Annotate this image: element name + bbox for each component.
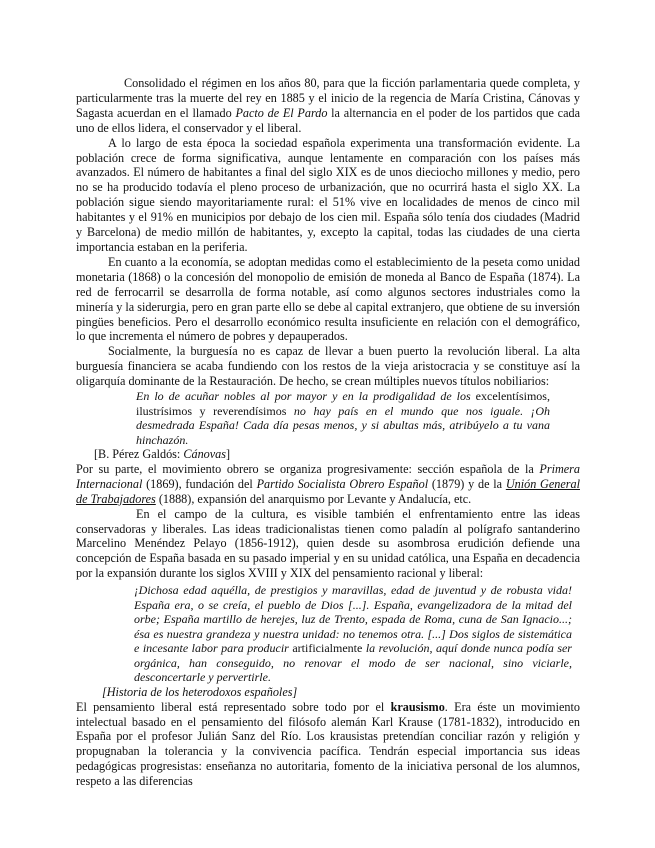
krausismo-term: krausismo xyxy=(390,699,445,714)
text: excelentísimos, ilustrísimos y reverendísimos xyxy=(136,389,550,418)
text: la revolución, aquí donde nunca podía ser orgánica, han conseguido, no renovar el modo de ser nacional, sino viciarle, desconcertarle y pervertirle. xyxy=(134,641,572,685)
text: ¡Dichosa edad aquélla, de prestigios y maravillas, edad de juventud y de robusta vida! España era, o se creía, el pueblo de Dios [...]. España, evangelizadora de la mitad del orbe; España martillo de herejes, luz de Trento, espada de Roma, cuna de San Ignacio...; ésa es nuestra grandeza y nuestra unidad: no tenemos otra. [...] Dos siglos de sistemática e incesante labor para producir xyxy=(134,583,572,656)
quote-menendez-pelayo xyxy=(134,583,572,685)
paragraph-movimiento-obrero xyxy=(76,462,580,507)
quote-galdos xyxy=(136,389,550,447)
paragraph-krausismo xyxy=(76,700,580,789)
text: Por su parte, el movimiento obrero se organiza progresivamente: sección española de la xyxy=(76,461,540,476)
paragraph-burguesia: Socialmente, la burguesía no es capaz de llevar a buen puerto la revolución liberal. La alta burguesía financiera se acaba fundiendo con los restos de la vieja aristocracia y se constituye así la oligarquía dominante de la Restauración. De hecho, se crean múltiples nuevos títulos nobiliarios: xyxy=(76,344,580,389)
text: En lo de acuñar nobles al por mayor y en la prodigalidad de los xyxy=(136,389,471,404)
text: El pensamiento liberal está representado sobre todo por el xyxy=(76,699,391,714)
text: [B. Pérez Galdós: xyxy=(94,447,184,462)
paragraph-pacto-el-pardo xyxy=(76,76,580,136)
text: Consolidado el régimen en los años 80, para que la ficción parlamentaria quede completa, y particularmente tras la muerte del rey en 1885 y el inicio de la regencia de María Cristina, Cánovas y Sagasta acuerdan en el llamado xyxy=(76,76,580,120)
paragraph-cultura: En el campo de la cultura, es visible también el enfrentamiento entre las ideas conservadoras y liberales. Las ideas tradicionalistas tienen como paladín al polígrafo santanderino Marcelino Menéndez Pelayo (1856-1912), quien desde su asombrosa erudición defiende una concepción de España basada en su pasado imperial y en su unidad católica, una España en decadencia por la expansión durante los siglos XVIII y XIX del pensamiento racional y liberal: xyxy=(76,506,580,581)
attribution-heterodoxos: [Historia de los heterodoxos españoles] xyxy=(102,684,298,699)
text: artificialmente xyxy=(288,641,366,656)
text: la alternancia en el poder de los partidos que cada uno de ellos lidera, el conservador y el liberal. xyxy=(76,105,580,135)
paragraph-sociedad: A lo largo de esta época la sociedad española experimenta una transformación evidente. La población crece de forma significativa, aunque lentamente en comparación con los países más avanzados. El número de habitantes a final del siglo XIX es de unos dieciocho millones y medio, pero no se ha producido todavía el pleno proceso de urbanización, que no ocurrirá hasta el siglo XX. La población sigue siendo mayoritariamente rural: el 51% vive en localidades de menos de cinco mil habitantes y el 91% en municipios por debajo de los cien mil. España sólo tenía dos ciudades (Madrid y Barcelona) de medio millón de habitantes, y, excepto la capital, todas las ciudades de una cierta importancia estaban en la periferia. xyxy=(76,135,580,254)
text: (1879) y de la xyxy=(428,476,506,491)
psoe-term: Partido Socialista Obrero Español xyxy=(256,476,429,491)
ugt-term: Unión General de Trabajadores xyxy=(76,476,580,506)
attribution-galdos xyxy=(94,447,580,462)
work-title: Cánovas xyxy=(183,447,227,462)
primera-internacional-term: Primera Internacional xyxy=(76,461,580,491)
text: no hay país en el mundo que nos iguale. ¡Oh desmedrada España! Cada día pesas menos, y si abultas más, atribúyelo a tu vana hinchazón. xyxy=(136,403,551,447)
document-page xyxy=(76,76,580,789)
pacto-el-pardo-term: Pacto de El Pardo xyxy=(235,105,328,120)
text: (1888), expansión del anarquismo por Levante y Andalucía, etc. xyxy=(155,491,472,506)
text: ] xyxy=(226,447,231,462)
text: (1869), fundación del xyxy=(142,476,257,491)
paragraph-economia: En cuanto a la economía, se adoptan medidas como el establecimiento de la peseta como unidad monetaria (1868) o la concesión del monopolio de emisión de moneda al Banco de España (1874). La red de ferrocarril se desarrolla de forma notable, así como algunos sectores industriales como la minería y la siderurgia, pero en gran parte ello se debe al capital extranjero, que obtiene de su inversión pingües beneficios. Pero el desarrollo económico resulta insuficiente en relación con el demográfico, lo que incrementa el número de pobres y depauperados. xyxy=(76,254,581,344)
text: . Era éste un movimiento intelectual basado en el pensamiento del filósofo alemán Karl Krause (1781-1832), introducido en España por el profesor Julián Sanz del Río. Los krausistas pretendían conciliar razón y religión y propugnaban la tolerancia y la convivencia pacífica. Tendrán especial importancia sus ideas pedagógicas progresistas: enseñanza no autoritaria, fomento de la iniciativa personal de los alumnos, respeto a las diferencias xyxy=(76,699,581,789)
